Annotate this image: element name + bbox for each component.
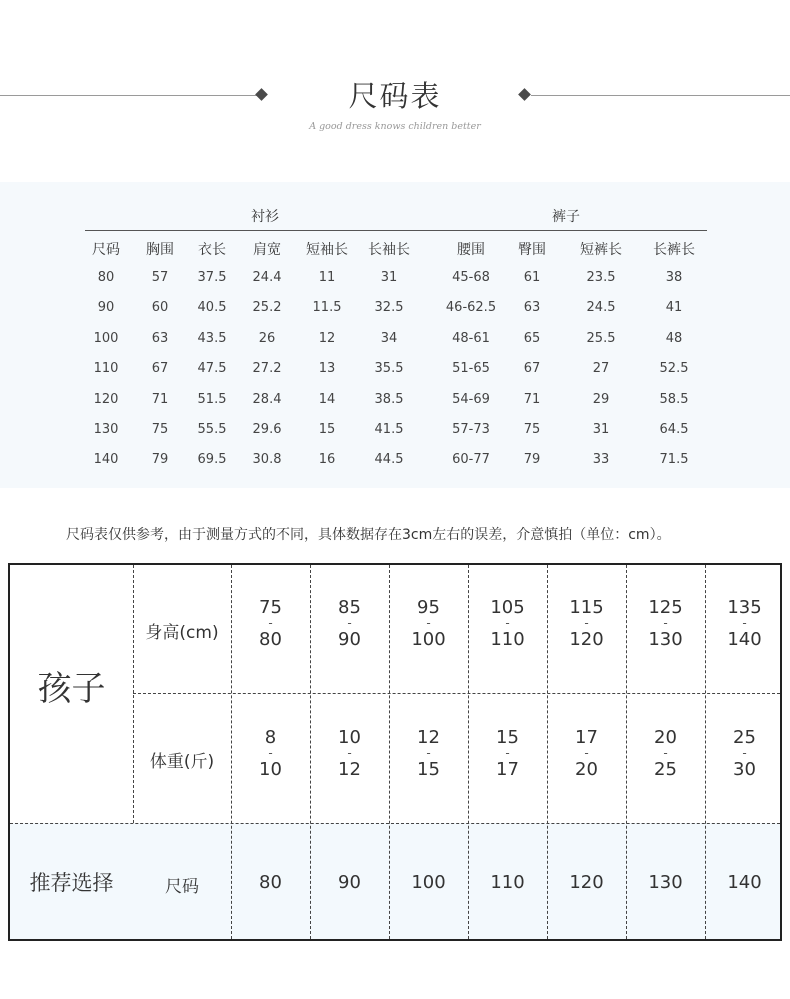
range-dash: - [663, 746, 668, 760]
range-dash: - [426, 616, 431, 630]
range-dash: - [347, 746, 352, 760]
table-cell: 38.5 [374, 391, 404, 407]
table-cell: 140 [93, 452, 119, 468]
table-cell: 23.5 [586, 270, 616, 285]
table-cell: 44.5 [374, 452, 404, 468]
weight-range-to: 12 [338, 759, 361, 780]
table-cell: 27 [592, 361, 610, 377]
table-cell: 31 [592, 422, 610, 437]
range-dash: - [663, 616, 668, 630]
table-cell: 15 [318, 422, 336, 437]
column-header: 胸围 [146, 242, 174, 258]
table-cell: 24.4 [252, 270, 282, 285]
table-cell: 33 [592, 452, 610, 468]
range-dash: - [584, 746, 589, 760]
height-range-to: 80 [259, 629, 282, 650]
weight-range [468, 727, 547, 780]
height-range-to: 90 [338, 629, 361, 650]
table-cell: 57 [151, 270, 169, 285]
height-label: 身高(cm) [145, 623, 219, 643]
table-cell: 75 [151, 422, 169, 437]
weight-range-from: 17 [575, 727, 598, 748]
column-header: 长裤长 [653, 242, 695, 258]
height-range-from: 135 [727, 597, 762, 618]
table-cell: 26 [258, 330, 276, 346]
table-cell: 67 [523, 361, 541, 377]
table-cell: 69.5 [197, 452, 227, 468]
recommended-size: 120 [569, 872, 604, 893]
table-cell: 43.5 [197, 330, 227, 346]
table-cell: 41.5 [374, 422, 404, 437]
column-header: 腰围 [457, 242, 485, 258]
table-cell: 79 [151, 452, 169, 468]
table-cell: 90 [97, 300, 115, 316]
table-cell: 80 [97, 270, 115, 285]
child-label: 孩子 [37, 669, 106, 709]
table-cell: 46-62.5 [445, 300, 497, 316]
group-shirt-heading: 衬衫 [251, 209, 279, 225]
range-dash: - [505, 746, 510, 760]
weight-range [547, 727, 626, 780]
table-cell: 63 [523, 300, 541, 316]
table-cell: 52.5 [659, 361, 689, 377]
height-range-from: 105 [490, 597, 525, 618]
page-subtitle: A good dress knows children better [309, 121, 481, 132]
weight-range-from: 20 [654, 727, 677, 748]
table-cell: 60 [151, 300, 169, 316]
table-cell: 11.5 [312, 300, 342, 316]
table-cell: 57-73 [452, 422, 490, 437]
table-cell: 13 [318, 361, 336, 377]
range-dash: - [742, 746, 747, 760]
weight-range [389, 727, 468, 780]
height-range [705, 597, 782, 650]
weight-range-to: 17 [496, 759, 519, 780]
table-cell: 32.5 [374, 300, 404, 316]
recommendation-table [8, 563, 782, 941]
column-header: 衣长 [198, 242, 226, 258]
table-cell: 58.5 [659, 391, 689, 407]
height-range [468, 597, 547, 650]
table-cell: 11 [318, 270, 336, 285]
column-header: 臀围 [518, 242, 546, 258]
table-cell: 34 [380, 330, 398, 346]
height-range-from: 75 [259, 597, 282, 618]
table-cell: 27.2 [252, 361, 282, 377]
weight-range-from: 10 [338, 727, 361, 748]
height-range-to: 110 [490, 629, 525, 650]
range-dash: - [505, 616, 510, 630]
divider-vertical [133, 565, 134, 823]
table-cell: 61 [523, 270, 541, 285]
range-dash: - [584, 616, 589, 630]
header-rule-right [531, 95, 790, 96]
measurement-note: 尺码表仅供参考，由于测量方式的不同，具体数据存在3cm左右的误差，介意慎拍（单位：cm）。 [66, 527, 671, 543]
table-cell: 65 [523, 330, 541, 346]
weight-range [705, 727, 782, 780]
weight-range-from: 25 [733, 727, 756, 748]
weight-range-from: 8 [264, 727, 277, 748]
weight-range-to: 20 [575, 759, 598, 780]
height-range [547, 597, 626, 650]
table-cell: 41 [665, 300, 683, 316]
table-cell: 29.6 [252, 422, 282, 437]
table-cell: 71 [523, 391, 541, 407]
height-range-to: 100 [411, 629, 446, 650]
height-range-to: 130 [648, 629, 683, 650]
table-cell: 31 [380, 270, 398, 285]
height-range-from: 85 [338, 597, 361, 618]
recommended-size: 140 [727, 872, 762, 893]
recommended-size: 100 [411, 872, 446, 893]
table-cell: 30.8 [252, 452, 282, 468]
table-cell: 100 [93, 330, 119, 346]
table-cell: 25.5 [586, 330, 616, 346]
table-cell: 12 [318, 330, 336, 346]
table-cell: 51-65 [452, 361, 490, 377]
column-header: 尺码 [92, 242, 120, 258]
weight-range [310, 727, 389, 780]
table-cell: 29 [592, 391, 610, 407]
table-cell: 54-69 [452, 391, 490, 407]
weight-range [231, 727, 310, 780]
table-cell: 110 [93, 361, 119, 377]
page-title: 尺码表 [348, 79, 442, 113]
table-cell: 14 [318, 391, 336, 407]
table-cell: 67 [151, 361, 169, 377]
weight-label: 体重(斤) [149, 752, 215, 772]
recommended-size: 110 [490, 872, 525, 893]
table-cell: 24.5 [586, 300, 616, 316]
column-header: 短裤长 [580, 242, 622, 258]
table-cell: 37.5 [197, 270, 227, 285]
range-dash: - [347, 616, 352, 630]
table-cell: 40.5 [197, 300, 227, 316]
column-header: 肩宽 [253, 242, 281, 258]
table-cell: 48-61 [452, 330, 490, 346]
size-label: 尺码 [165, 877, 199, 897]
table-cell: 75 [523, 422, 541, 437]
range-dash: - [742, 616, 747, 630]
height-range-from: 125 [648, 597, 683, 618]
table-cell: 25.2 [252, 300, 282, 316]
weight-range-from: 12 [417, 727, 440, 748]
table-cell: 120 [93, 391, 119, 407]
table-cell: 55.5 [197, 422, 227, 437]
table-cell: 130 [93, 422, 119, 437]
column-header: 短袖长 [306, 242, 348, 258]
table-cell: 35.5 [374, 361, 404, 377]
height-range [231, 597, 310, 650]
table-cell: 38 [665, 270, 683, 285]
divider-horizontal [10, 823, 780, 824]
weight-range-to: 25 [654, 759, 677, 780]
table-cell: 63 [151, 330, 169, 346]
height-range-from: 115 [569, 597, 604, 618]
weight-range-to: 30 [733, 759, 756, 780]
height-range-to: 140 [727, 629, 762, 650]
range-dash: - [268, 746, 273, 760]
group-divider-line [85, 230, 707, 231]
range-dash: - [268, 616, 273, 630]
weight-range-to: 10 [259, 759, 282, 780]
table-cell: 71 [151, 391, 169, 407]
table-cell: 16 [318, 452, 336, 468]
weight-range-to: 15 [417, 759, 440, 780]
recommended-size: 130 [648, 872, 683, 893]
weight-range-from: 15 [496, 727, 519, 748]
recommended-size: 90 [338, 872, 361, 893]
weight-range [626, 727, 705, 780]
recommend-select-label: 推荐选择 [29, 871, 114, 895]
height-range-to: 120 [569, 629, 604, 650]
table-cell: 60-77 [452, 452, 490, 468]
column-header: 长袖长 [368, 242, 410, 258]
table-cell: 47.5 [197, 361, 227, 377]
table-cell: 71.5 [659, 452, 689, 468]
height-range [310, 597, 389, 650]
table-cell: 79 [523, 452, 541, 468]
table-cell: 51.5 [197, 391, 227, 407]
table-cell: 48 [665, 330, 683, 346]
table-cell: 64.5 [659, 422, 689, 437]
group-pants-heading: 裤子 [552, 209, 580, 225]
table-cell: 45-68 [452, 270, 490, 285]
recommended-size: 80 [259, 872, 282, 893]
height-range [389, 597, 468, 650]
height-range [626, 597, 705, 650]
range-dash: - [426, 746, 431, 760]
table-cell: 28.4 [252, 391, 282, 407]
height-range-from: 95 [417, 597, 440, 618]
